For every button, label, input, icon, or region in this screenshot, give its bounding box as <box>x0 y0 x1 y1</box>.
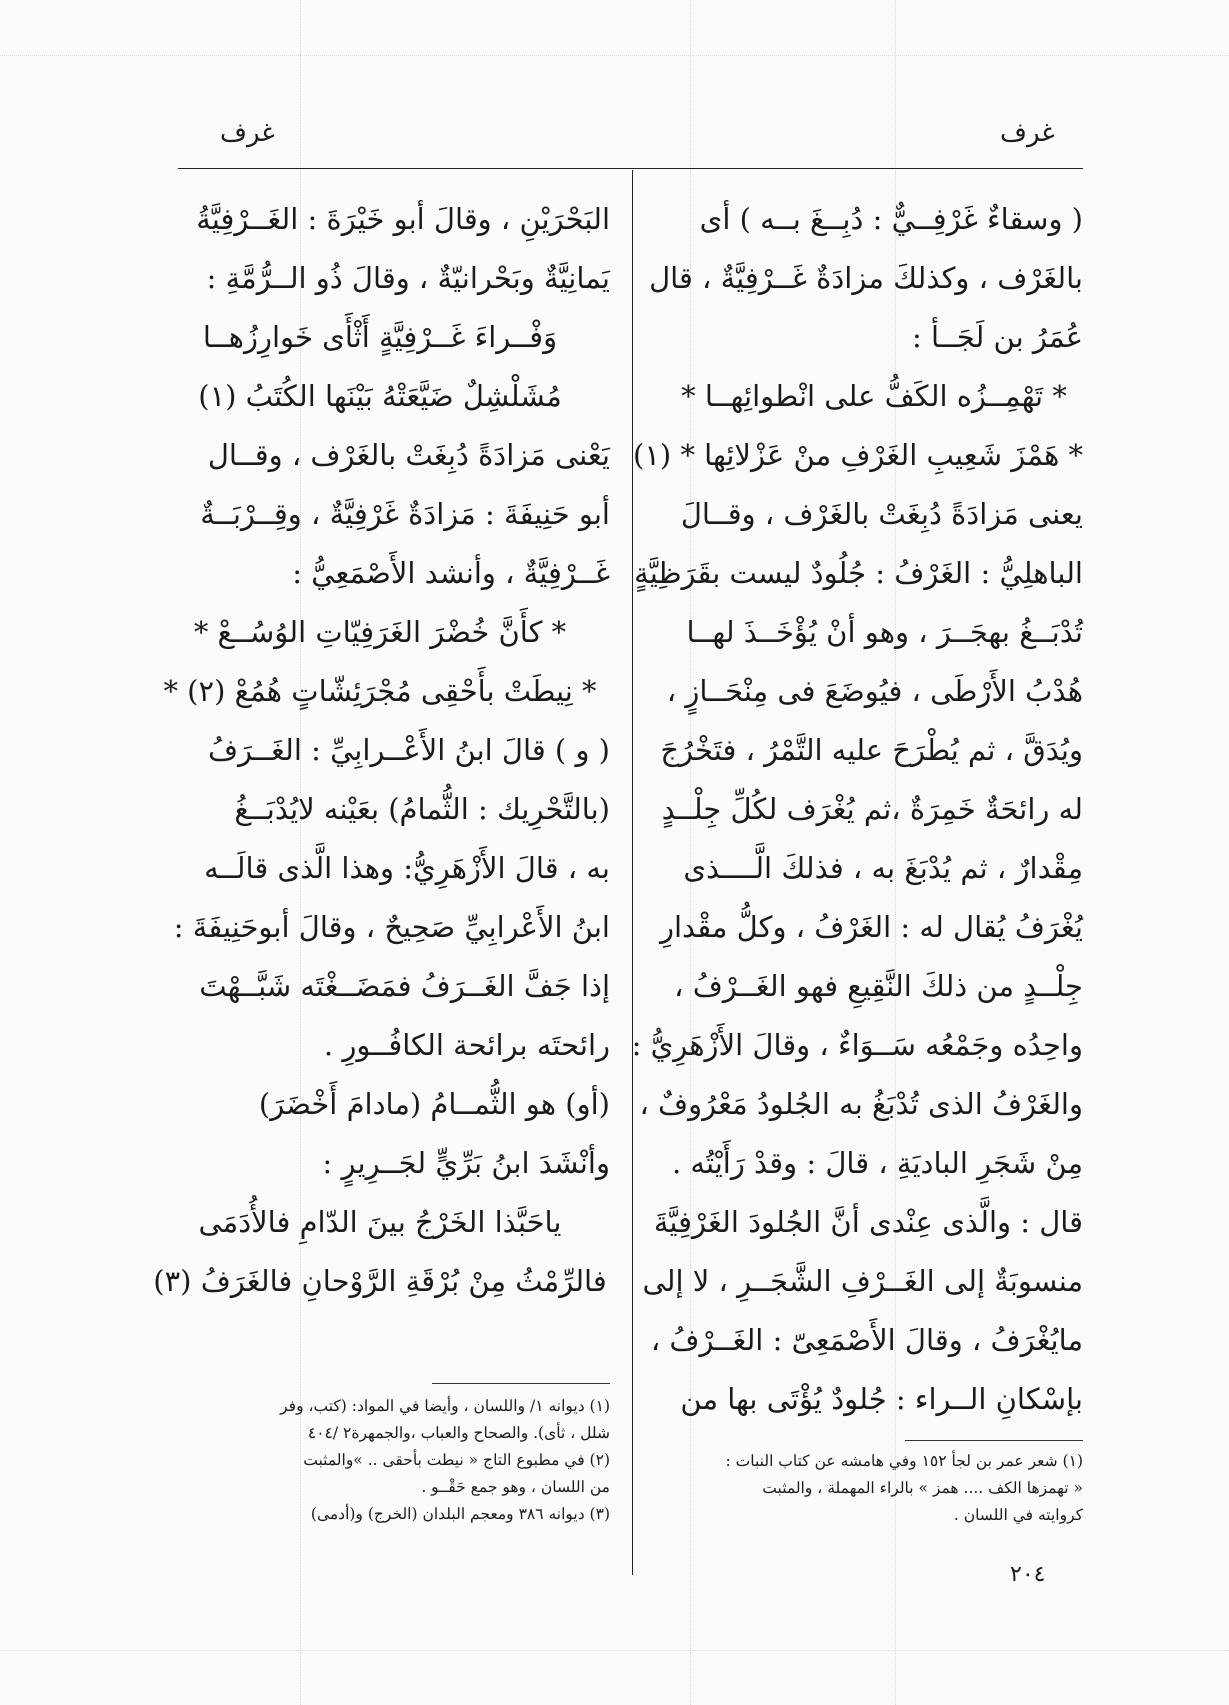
text-line: مايُغْرَفُ ، وقالَ الأَصْمَعِىّ : الغَــرْفُ ، <box>650 1323 1083 1357</box>
text-line: يعنى مَزادَةً دُبِغَتْ بالغَرْف ، وقــالَ <box>680 497 1083 531</box>
text-line: بإسْكانِ الــراء : جُلودٌ يُؤْتَى بها من <box>680 1382 1083 1416</box>
text-line: (أو) هو الثُّمــامُ (مادامَ أَخْضَرَ) <box>258 1087 610 1121</box>
footnote-line: من اللسان ، وهو جمع حَقْــو . <box>421 1478 610 1496</box>
text-line: بالغَرْف ، وكذلكَ مزادَةٌ غَــرْفِيَّةٌ ، قال <box>649 261 1083 295</box>
text-line: إذا جَفَّ الغَــرَفُ فمَضَــغْتَه شَبَّــهْتَ <box>199 969 610 1003</box>
header-word-left: غرف <box>220 118 275 148</box>
verse-line: * هَمْزَ شَعِيبِ الغَرْفِ منْ عَزْلائِها * (١) <box>633 438 1083 472</box>
text-line: عُمَرُ بن لَجَــأ : <box>911 320 1083 354</box>
verse-line: مُشَلْشِلٌ ضَيَّعَتْهُ بَيْنَها الكُتَبُ (١) <box>198 379 562 413</box>
footnote-rule-right <box>905 1440 1083 1441</box>
text-line: البَحْرَيْنِ ، وقالَ أبو خَيْرَةَ : الغَــرْفِيَّةُ <box>196 202 610 236</box>
text-line: ابنُ الأَعْرابِيِّ صَحِيحٌ ، وقالَ أبوحَنِيفَةَ : <box>173 910 610 944</box>
text-line: (بالتَّحْرِيك : الثُّمامُ) بعَيْنه لايُدْبَــغُ <box>234 792 610 826</box>
text-line: رائحتَه برائحة الكافُــورِ . <box>323 1028 610 1062</box>
text-line: واحِدُه وجَمْعُه سَــوَاءٌ ، وقالَ الأَزْهَرِيُّ : <box>631 1028 1083 1062</box>
text-line: منسوبَةٌ إلى الغَــرْفِ الشَّجَــرِ ، لا إلى <box>642 1264 1083 1298</box>
verse-line: * كأَنَّ خُضْرَ الغَرَفِيّاتِ الوُسُــعْ * <box>193 615 567 649</box>
text-line: أبو حَنِيفَةَ : مَزادَةٌ غَرْفِيَّةٌ ، وقِــرْبَــةٌ <box>200 497 610 531</box>
verse-line: ياحَبَّذا الخَرْجُ بينَ الدّامِ فالأُدَمَى <box>198 1205 562 1239</box>
text-line: ( وسقاءٌ غَرْفِــيٌّ : دُبِــغَ بــه ) أى <box>699 202 1083 236</box>
verse-line: وَفْــراءَ غَــرْفِيَّةٍ أَثْأَى خَوارِزُهــا <box>202 320 558 354</box>
background-guide <box>0 55 1229 56</box>
text-line: هُدْبُ الأَرْطَى ، فيُوضَعَ فى مِنْحَــازٍ ، <box>666 674 1083 708</box>
footnote-line: (٢) في مطبوع التاج « نيطت بأحقى .. »والمثبت <box>303 1451 610 1469</box>
footnote-line: شلل ، ثأى). والصحاح والعباب ،والجمهرة٢ /٤٠٤ <box>307 1424 610 1442</box>
text-line: به ، قالَ الأَزْهَرِيُّ: وهذا الَّذى قالَــه <box>204 851 610 885</box>
text-line: غَــرْفِيَّةٌ ، وأنشد الأَصْمَعِيُّ : <box>292 556 610 590</box>
verse-line: * نِيطَتْ بأَحْقِى مُجْرَئِشّاتٍ هُمُعْ (٢) * <box>163 674 597 708</box>
left-column <box>150 190 610 1311</box>
left-footnotes <box>150 1393 610 1528</box>
right-footnotes <box>665 1448 1083 1529</box>
text-line: ويُدَقَّ ، ثم يُطْرَحَ عليه التَّمْرُ ، فتَخْرُجَ <box>660 733 1083 767</box>
text-line: الباهلِيُّ : الغَرْفُ : جُلُودٌ ليست بقَرَظِيَّةٍ <box>634 556 1083 590</box>
footnote-line: (١) ديوانه ١/ واللسان ، وأيضا في المواد: (كتب، وفر <box>280 1397 610 1415</box>
verse-line: فالرِّمْثُ مِنْ بُرْقَةِ الرَّوْحانِ فالغَرَفُ (٣) <box>153 1264 607 1298</box>
right-column <box>631 190 1083 1429</box>
column-divider <box>632 170 633 1575</box>
text-line: يَعْنى مَزادَةً دُبِغَتْ بالغَرْف ، وقــال <box>207 438 610 472</box>
text-line: يَمانِيَّةٌ وبَحْرانيّةٌ ، وقالَ ذُو الــرُّمَّةِ : <box>206 261 610 295</box>
text-line: له رائحَةٌ خَمِرَةٌ ،ثم يُغْرَف لكُلِّ جِلْــدٍ <box>661 792 1083 826</box>
text-line: تُدْبَــغُ بهجَــرَ ، وهو أنْ يُؤْخَــذَ لهــا <box>686 615 1083 649</box>
verse-line: * تَهْمِــزُه الكَفُّ على انْطوائِهــا * <box>681 379 1067 413</box>
footnote-rule-left <box>432 1383 610 1384</box>
footnote-line: (٣) ديوانه ٣٨٦ ومعجم البلدان (الخرج) و(أدمى) <box>310 1505 610 1523</box>
text-line: قال : والَّذى عِنْدى أنَّ الجُلودَ الغَرْفِيَّةَ <box>653 1205 1083 1239</box>
footnote-line: « تهمزها الكف .... همز » بالراء المهملة ، والمثبت <box>762 1479 1083 1497</box>
header-word-right: غرف <box>1000 118 1055 148</box>
text-line: جِلْــدٍ من ذلكَ النَّقِيعِ فهو الغَــرْفُ ، <box>674 969 1083 1003</box>
footnote-line: (١) شعر عمر بن لجأ ١٥٢ وفي هامشه عن كتاب النبات : <box>725 1452 1083 1470</box>
page-number: ٢٠٤ <box>1010 1562 1046 1587</box>
text-line: يُغْرَفُ يُقال له : الغَرْفُ ، وكلُّ مقْدارِ <box>659 910 1083 944</box>
text-line: والغَرْفُ الذى تُدْبَغُ به الجُلودُ مَعْرُوفٌ ، <box>639 1087 1083 1121</box>
text-line: مِقْدارٌ ، ثم يُدْبَغَ به ، فذلكَ الَّــــذى <box>683 851 1083 885</box>
footnote-line: كروايته في اللسان . <box>953 1506 1083 1524</box>
text-line: مِنْ شَجَرِ الباديَةِ ، قالَ : وقدْ رَأَيْتُه . <box>671 1146 1083 1180</box>
text-line: وأنْشَدَ ابنُ بَرِّيٍّ لجَــرِيرٍ : <box>322 1146 610 1180</box>
header-rule <box>178 168 1083 169</box>
background-guide <box>0 1650 1229 1651</box>
text-line: ( و ) قالَ ابنُ الأَعْــرابِيِّ : الغَــرَفُ <box>207 733 610 767</box>
